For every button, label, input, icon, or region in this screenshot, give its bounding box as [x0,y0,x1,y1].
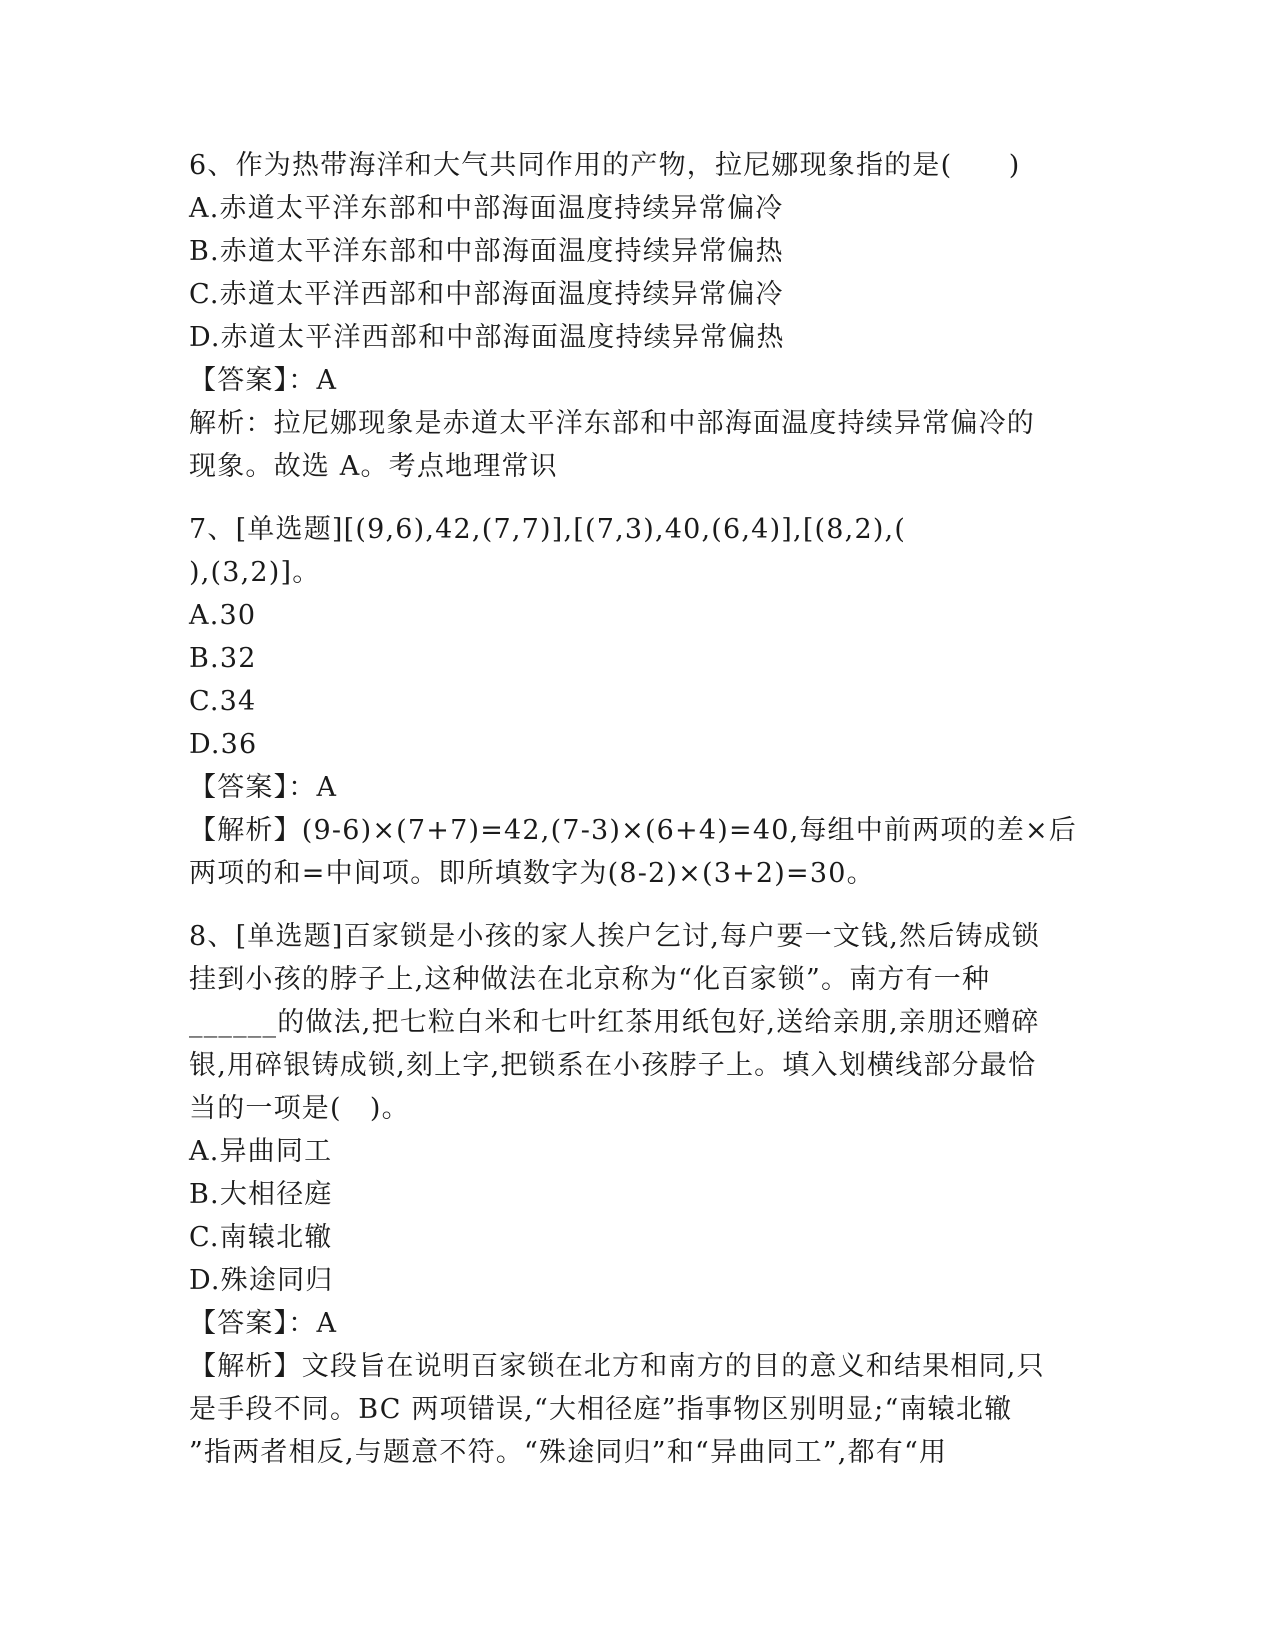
option-b: B.赤道太平洋东部和中部海面温度持续异常偏热 [189,236,784,267]
option-a: A.30 [189,600,257,631]
option-c: C.34 [189,686,257,717]
option-d: D.赤道太平洋西部和中部海面温度持续异常偏热 [189,322,785,353]
answer: 【答案】：A [189,1308,338,1339]
option-b: B.大相径庭 [189,1179,333,1210]
question-stem: ______的做法,把七粒白米和七叶红茶用纸包好,送给亲朋,亲朋还赠碎 [189,1007,1040,1038]
analysis-line: 【解析】文段旨在说明百家锁在北方和南方的目的意义和结果相同,只 [189,1351,1045,1382]
question-8 [189,915,1069,1474]
question-stem: 7、[单选题][(9,6),42,(7,7)],[(7,3),40,(6,4)],[(8,2),( [189,514,907,545]
question-stem: 当的一项是( )。 [189,1093,410,1124]
option-b: B.32 [189,643,257,674]
analysis-line: 两项的和=中间项。即所填数字为(8-2)×(3+2)=30。 [189,858,875,889]
answer: 【答案】：A [189,772,338,803]
option-a: A.赤道太平洋东部和中部海面温度持续异常偏冷 [189,193,784,224]
analysis-line: 【解析】(9-6)×(7+7)=42,(7-3)×(6+4)=40,每组中前两项的差×后 [189,815,1077,846]
analysis-line: 是手段不同。BC 两项错误,“大相径庭”指事物区别明显;“南辕北辙 [189,1394,1013,1425]
analysis-line: 现象。故选 A。考点地理常识 [189,451,558,482]
option-c: C.南辕北辙 [189,1222,333,1253]
question-stem: 8、[单选题]百家锁是小孩的家人挨户乞讨,每户要一文钱,然后铸成锁 [189,921,1041,952]
question-stem: 挂到小孩的脖子上,这种做法在北京称为“化百家锁”。南方有一种 [189,964,991,995]
option-d: D.36 [189,729,258,760]
analysis-line: 解析：拉尼娜现象是赤道太平洋东部和中部海面温度持续异常偏冷的 [189,408,1035,439]
question-7 [189,508,1077,895]
answer: 【答案】：A [189,365,338,396]
document-page [189,144,1077,1474]
question-stem: 6、作为热带海洋和大气共同作用的产物，拉尼娜现象指的是( ) [189,150,1021,181]
option-d: D.殊途同归 [189,1265,334,1296]
analysis-line: ”指两者相反,与题意不符。“殊途同归”和“异曲同工”,都有“用 [189,1437,948,1468]
option-c: C.赤道太平洋西部和中部海面温度持续异常偏冷 [189,279,784,310]
question-stem: 银,用碎银铸成锁,刻上字,把锁系在小孩脖子上。填入划横线部分最恰 [189,1050,1037,1081]
question-6 [189,144,1069,488]
option-a: A.异曲同工 [189,1136,333,1167]
question-stem: ),(3,2)]。 [189,557,321,588]
